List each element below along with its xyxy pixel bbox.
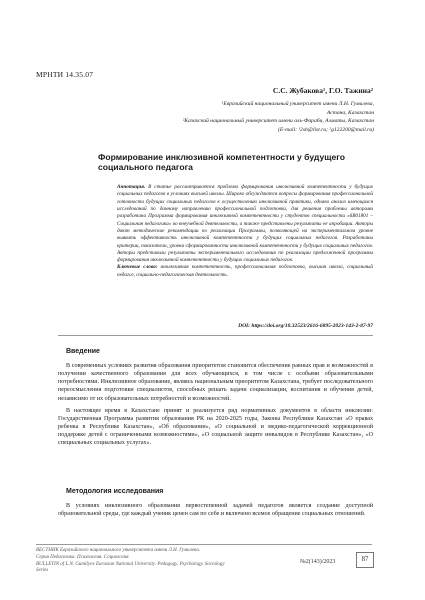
- doi-link[interactable]: DOI: https://doi.org/10.32523/2616-6895-2023-143-2-87-97: [238, 323, 373, 329]
- affiliation-line: Астана, Казахстан: [326, 109, 374, 116]
- methodology-body: [58, 502, 373, 518]
- section-heading-introduction: Введение: [66, 348, 100, 355]
- keywords-label: Ключевые слова:: [117, 264, 158, 271]
- abstract-text: В статье рассматривается проблема формирования инклюзивной компетентности у будущих социальных педагогов в условиях высшей школы. Широко обсуждаются вопросы формирования профессиональной готовности будущих социальных педагогов к осуществлению инклюзивной практики, однако анализ имеющихся исследований по данному направлению профессиональной подготовки, для решения проблемы авторами разработана Программа формирования инклюзивной компетентности у студентов специальности «6В01801 – Социальная педагогика» во внеучебной деятельности, а также представлены результаты ее апробации. Авторы дают методические рекомендации по реализации Программы, позволяющей на экспериментальном уровне выявить эффективность инклюзивной компетентности у будущих социальных педагогов. Разработаны критерии, показатели, уровни сформированности инклюзивной компетентности у будущих социальных педагогов. Авторы представили результаты экспериментального исследования по реализации предложенной программы формирования инклюзивной компетентности у будущих социальных педагогов.: [117, 184, 373, 264]
- page-number: 87: [356, 552, 374, 568]
- introduction-body: [58, 362, 373, 448]
- footer-line: ВЕСТНИК Евразийского национального университета имени Л.Н. Гумилева.: [36, 548, 201, 553]
- issue-number: №2(143)/2023: [300, 559, 336, 565]
- affiliation-line: ¹Евразийский национальный университет имени Л.Н. Гумилева,: [221, 101, 374, 107]
- paragraph: В условиях инклюзивного образования первостепенной задачей педагогов является создание доступной образовательной среды, где каждый ученик ценен сам по себе и включено всемое обращение социальных отношений.: [58, 503, 373, 518]
- paragraph: В настоящее время в Казахстане принят и реализуется ряд нормативных документов в области инклюзии: Государственная Программа развития образования РК на 2020-2025 годы, Законы Республики Казахстан «О правах ребенка в Республике Казахстан», «Об образовании», «О социальной и медико-педагогической коррекционной поддержке детей с ограниченными возможностями», «О социальной защите инвалидов в Республике Казахстан», «О специальных социальных услугах».: [58, 407, 373, 447]
- keywords-text: инклюзивная компетентность, профессиональная подготовка, высшая школа, социальный педагог, социально-педагогическая деятельность.: [117, 264, 374, 278]
- journal-footer: [36, 548, 236, 575]
- author-affiliations: [150, 100, 374, 134]
- abstract-block: [117, 184, 373, 279]
- section-heading-methodology: Методология исследования: [66, 488, 164, 495]
- divider-line: [58, 335, 373, 336]
- classification-code: МРНТИ 14.35.07: [36, 70, 94, 79]
- article-title: Формирование инклюзивной компетентности у будущего социального педагога: [98, 152, 345, 172]
- paragraph: В современных условиях развития образования приоритетом становится обеспечение равных прав и возможностей в получении качественного образования для всех обучающихся, в том числе с особыми образовательными потребностями. Инклюзивное образование, являясь национальным приоритетом Казахстана, требует последовательного переосмысления подготовки специалистов, способных решать задачи социализации, воспитания и обучения детей, независимо от их образовательных потребностей и возможностей.: [58, 363, 373, 402]
- author-names: С.С. Жубакова¹, Г.О. Тажина²: [272, 86, 373, 95]
- footer-line: Серия Педагогика. Психология. Социология: [36, 554, 129, 560]
- footer-line: BULLETIN of L.N. Gumilyov Eurasian National University. Pedagogy. Psychology. Sociology Series: [36, 561, 225, 574]
- affiliation-email: (E-mail: ¹2sb@list.ru; ²g122200@mail.ru): [278, 126, 374, 133]
- abstract-label: Аннотация.: [117, 184, 146, 190]
- footer-divider: [36, 544, 372, 545]
- affiliation-line: ²Казахский национальный университет имени аль-Фараби, Алматы, Казахстан: [182, 118, 374, 125]
